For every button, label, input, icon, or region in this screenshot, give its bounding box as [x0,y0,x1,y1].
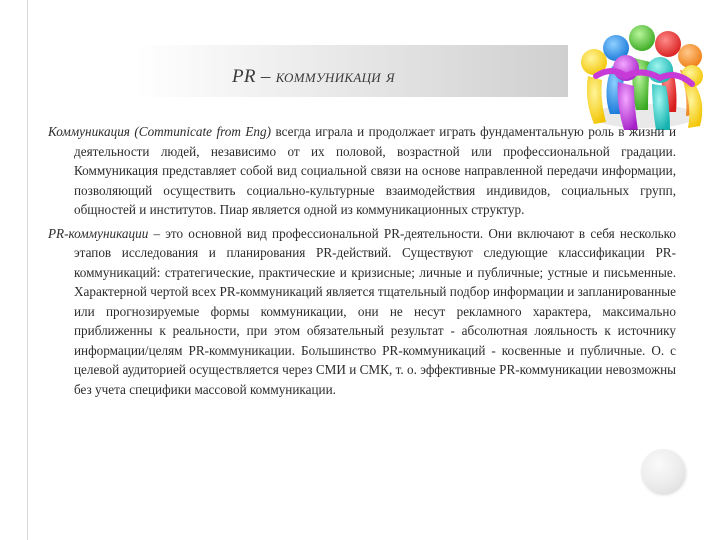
paragraph-pr-communications [48,224,676,400]
body-text [48,122,676,403]
slide-title [232,66,395,88]
title-prefix: PR – [232,66,276,87]
left-rule [27,0,28,540]
paragraph-lead: Коммуникация (Communicate from Eng) [48,124,271,139]
people-circle-icon [572,6,714,134]
paragraph-body: всегда играла и продолжает играть фундаментальную роль в жизни и деятельности людей, независимо от их половой, возрастной или профессиональной градации. Коммуникация представляет собой вид социальной связи на основе направленной передачи информации, позволяющий осуществить социально-культурные взаимодействия индивидов, социальных групп, общностей и институтов. Пиар является одной из коммуникационных структур. [74,124,676,217]
paragraph-communication [48,122,676,220]
paragraph-lead: PR-коммуникации [48,225,149,241]
title-word: коммуникаци [275,66,381,87]
paragraph-body: – это основной вид профессиональной PR-деятельности. Они включают в себя несколько этапов исследования и планирования PR-действий. Существуют следующие классификации PR-коммуникаций: стратегические, практические и кризисные; личные и публичные; устные и письменные. Характерной чертой всех PR-коммуникаций является тщательный подбор информации и запланированные или прогнозируемые формы коммуникации, они не несут рекламного характера, максимально приближенны к реальности, при этом обязательный результат - абсолютная лояльность к источнику информации/целям PR-коммуникации. Большинство PR-коммуникаций - косвенные и публичные. О. с целевой аудиторией осуществляется через СМИ и СМК, т. о. эффективные PR-коммуникации невозможны без учета специфики массовой коммуникации. [74,225,676,397]
decorative-circle [641,449,685,493]
title-suffix: я [380,66,395,87]
